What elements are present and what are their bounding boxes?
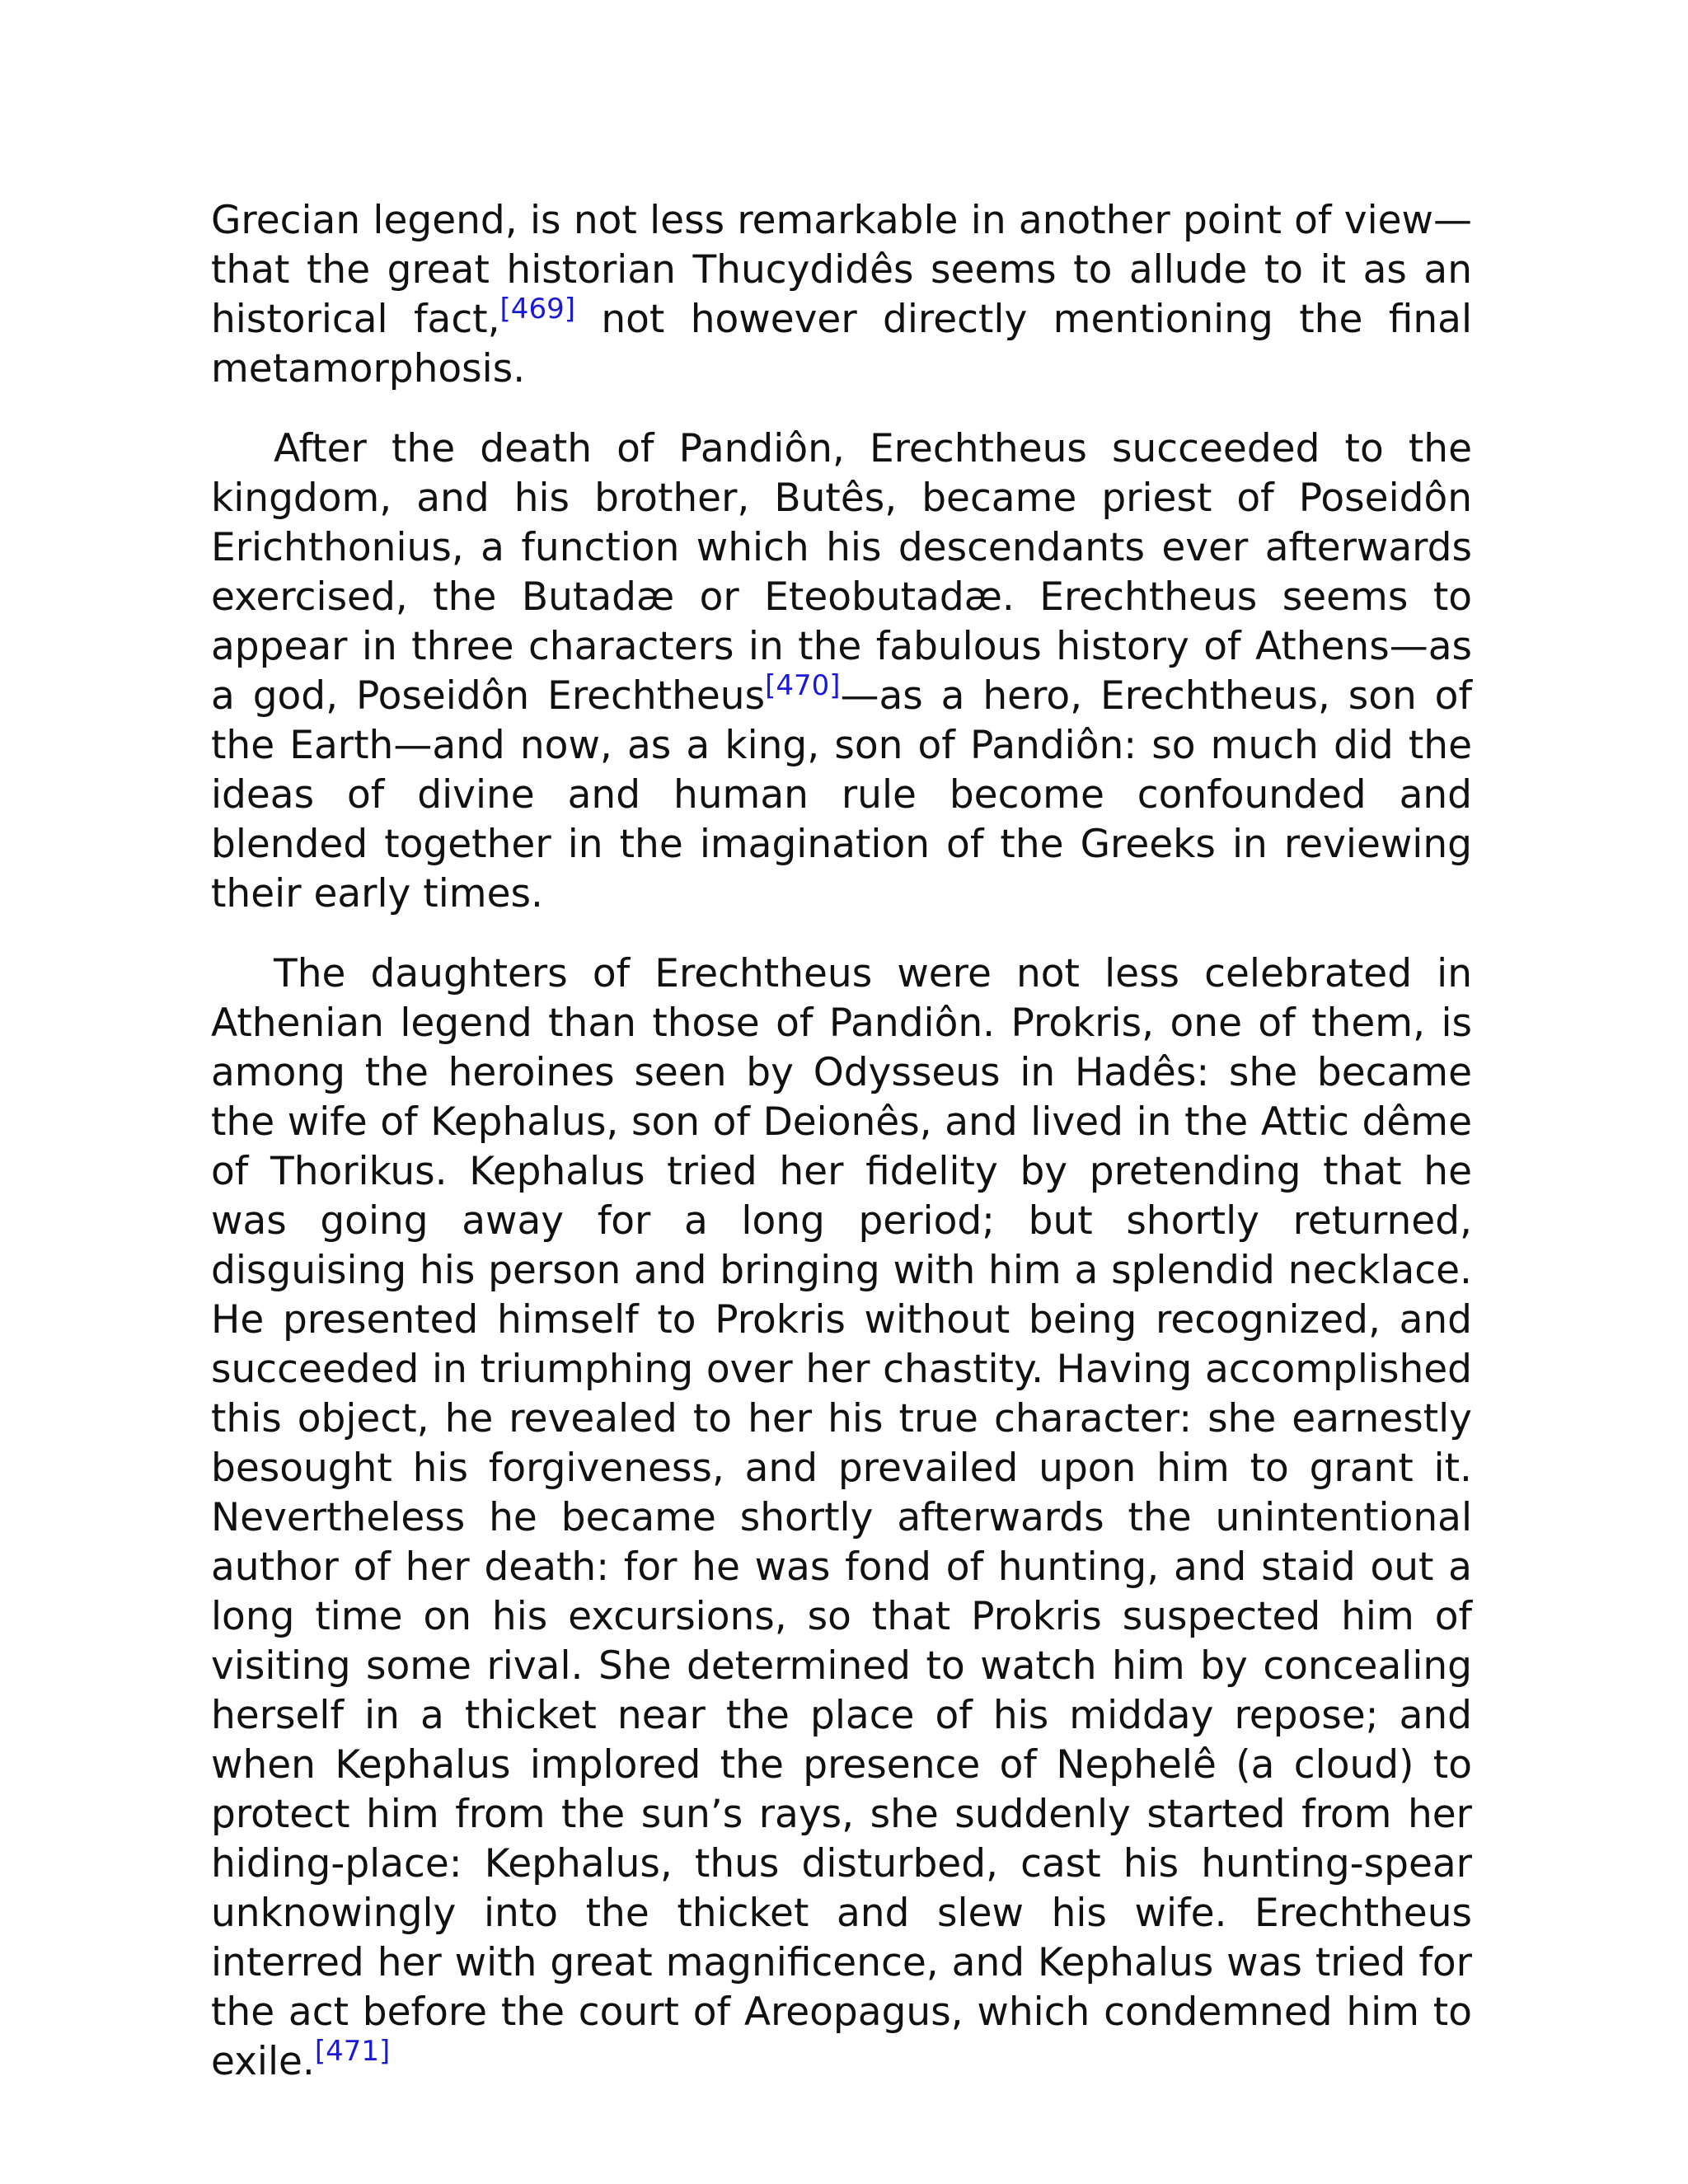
paragraph-2 bbox=[211, 424, 1472, 919]
paragraph-1 bbox=[211, 196, 1472, 394]
paragraph-1-text-end: not however directly mentioning the final metamorphosis. bbox=[211, 297, 1472, 391]
footnote-link-469[interactable]: [469] bbox=[499, 293, 575, 326]
footnote-link-471[interactable]: [471] bbox=[314, 2035, 391, 2068]
paragraph-3-text: The daughters of Erechtheus were not less celebrated in Athenian legend than those of Pandiôn. Prokris, one of them, is among the heroines seen by Odysseus in Hadês: she became the wife of Kephalus, son of Deionês, and lived in the Attic dême of Thorikus. Kephalus tried her fidelity by pretending that he was going away for a long period; but shortly returned, disguising his person and bringing with him a splendid necklace. He presented himself to Prokris without being recognized, and succeeded in triumphing over her chastity. Having accomplished this object, he revealed to her his true character: she earnestly besought his forgiveness, and prevailed upon him to grant it. Nevertheless he became shortly afterwards the unintentional author of her death: for he was fond of hunting, and staid out a long time on his excursions, so that Prokris suspected him of visiting some rival. She determined to watch him by concealing herself in a thicket near the place of his midday repose; and when Kephalus implored the presence of Nephelê (a cloud) to protect him from the sun’s rays, she suddenly started from her hiding-place: Kephalus, thus disturbed, cast his hunting-spear unknowingly into the thicket and slew his wife. Erechtheus interred her with great magnificence, and Kephalus was tried for the act before the court of Areopagus, which condemned him to exile. bbox=[211, 951, 1472, 2084]
page-body bbox=[211, 196, 1472, 2117]
footnote-link-470[interactable]: [470] bbox=[765, 669, 841, 702]
paragraph-2-text-start: After the death of Pandiôn, Erechtheus succeeded to the kingdom, and his brother, Butês, became priest of Poseidôn Erichthonius, a function which his descendants ever afterwards exercised, the Butadæ or Eteobutadæ. Erechtheus seems to appear in three characters in the fabulous history of Athens—as a god, Poseidôn Erechtheus bbox=[211, 426, 1472, 719]
paragraph-2-text-end: —as a hero, Erechtheus, son of the Earth—and now, as a king, son of Pandiôn: so much did the ideas of divine and human rule become confounded and blended together in the imagination of the Greeks in reviewing their early times. bbox=[211, 673, 1472, 916]
paragraph-1-text-start: Grecian legend, is not less remarkable in another point of view—that the great historian Thucydidês seems to allude to it as an historical fact, bbox=[211, 198, 1472, 342]
paragraph-3 bbox=[211, 949, 1472, 2087]
